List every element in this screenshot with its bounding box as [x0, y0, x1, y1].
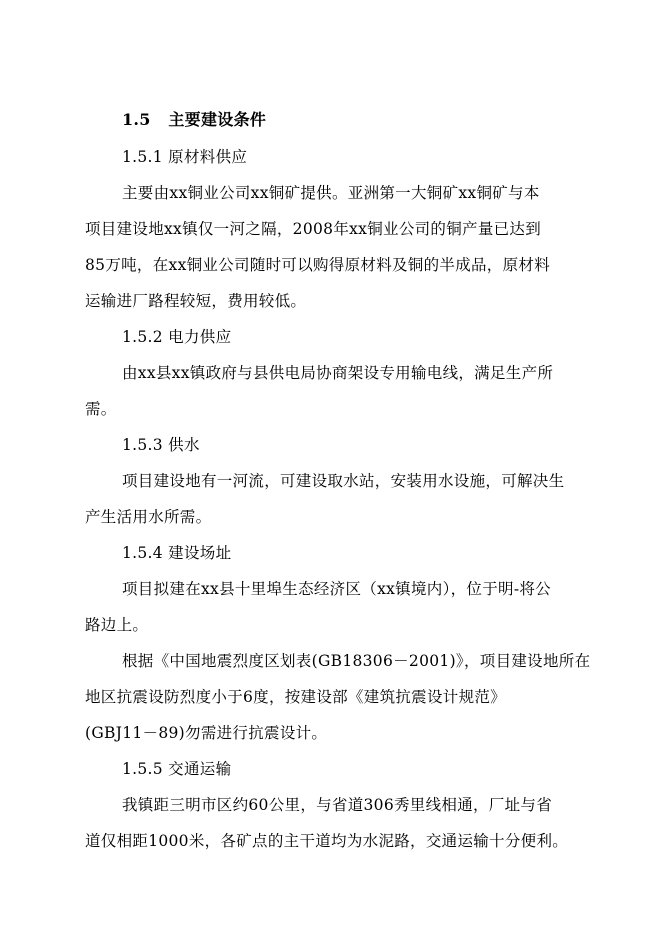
- paragraph-line: 主要由xx铜业公司xx铜矿提供。亚洲第一大铜矿xx铜矿与本: [122, 184, 540, 202]
- paragraph-line: 项目建设地xx镇仅一河之隔，2008年xx铜业公司的铜产量已达到: [85, 220, 542, 238]
- paragraph-line: 根据《中国地震烈度区划表(GB18306－2001)》，项目建设地所在: [122, 652, 591, 670]
- subsection-heading: 1.5.1 原材料供应: [122, 148, 248, 166]
- paragraph-line: 道仅相距1000米，各矿点的主干道均为水泥路，交通运输十分便利。: [85, 832, 569, 850]
- paragraph-line: 85万吨，在xx铜业公司随时可以购得原材料及铜的半成品，原材料: [85, 256, 551, 274]
- subsection-heading: 1.5.2 电力供应: [122, 328, 232, 346]
- paragraph-line: 需。: [85, 400, 117, 418]
- paragraph-line: 由xx县xx镇政府与县供电局协商架设专用输电线，满足生产所: [122, 364, 554, 382]
- paragraph-line: 项目拟建在xx县十里埠生态经济区（xx镇境内），位于明-将公: [122, 580, 551, 598]
- paragraph-line: 运输进厂路程较短，费用较低。: [85, 292, 307, 310]
- paragraph-line: 项目建设地有一河流，可建设取水站，安装用水设施，可解决生: [122, 472, 565, 490]
- paragraph-line: 我镇距三明市区约60公里，与省道306秀里线相通，厂址与省: [122, 796, 553, 814]
- paragraph-line: 路边上。: [85, 616, 149, 634]
- subsection-heading: 1.5.4 建设场址: [122, 544, 232, 562]
- paragraph-line: (GBJ11－89)勿需进行抗震设计。: [85, 724, 328, 742]
- subsection-heading: 1.5.5 交通运输: [122, 760, 232, 778]
- section-title: [122, 110, 266, 130]
- paragraph-line: 产生活用水所需。: [85, 508, 212, 526]
- section-number: 1.5: [122, 110, 151, 129]
- section-title-text: 主要建设条件: [168, 110, 267, 129]
- subsection-heading: 1.5.3 供水: [122, 436, 200, 454]
- paragraph-line: 地区抗震设防烈度小于6度，按建设部《建筑抗震设计规范》: [85, 688, 506, 706]
